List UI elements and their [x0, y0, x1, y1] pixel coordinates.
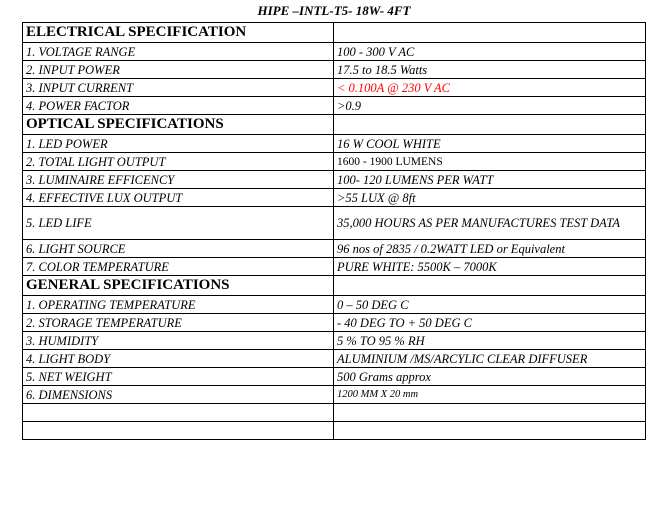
section-title: ELECTRICAL SPECIFICATION: [23, 23, 334, 43]
spec-label: 4. LIGHT BODY: [23, 350, 334, 368]
spec-label: 2. STORAGE TEMPERATURE: [23, 314, 334, 332]
spec-label: 6. LIGHT SOURCE: [23, 240, 334, 258]
spec-value: 100 - 300 V AC: [334, 43, 646, 61]
spec-label: 1. LED POWER: [23, 135, 334, 153]
spec-label: 6. DIMENSIONS: [23, 386, 334, 404]
table-row: [23, 153, 646, 171]
spec-value: 0 – 50 DEG C: [334, 296, 646, 314]
table-row: [23, 61, 646, 79]
spec-label: 1. VOLTAGE RANGE: [23, 43, 334, 61]
spec-label: 1. OPERATING TEMPERATURE: [23, 296, 334, 314]
spec-label: 4. EFFECTIVE LUX OUTPUT: [23, 189, 334, 207]
section-header-electrical: [23, 23, 646, 43]
spec-label: 7. COLOR TEMPERATURE: [23, 258, 334, 276]
spec-value: 100- 120 LUMENS PER WATT: [334, 171, 646, 189]
spec-label: 2. INPUT POWER: [23, 61, 334, 79]
table-row: [23, 314, 646, 332]
empty-row: [23, 404, 646, 422]
spec-value: 5 % TO 95 % RH: [334, 332, 646, 350]
spec-value: - 40 DEG TO + 50 DEG C: [334, 314, 646, 332]
table-row: [23, 79, 646, 97]
spec-value: >55 LUX @ 8ft: [334, 189, 646, 207]
table-row: [23, 258, 646, 276]
spec-label: 4. POWER FACTOR: [23, 97, 334, 115]
spec-label: 2. TOTAL LIGHT OUTPUT: [23, 153, 334, 171]
table-row: [23, 386, 646, 404]
spec-value: 1600 - 1900 LUMENS: [334, 153, 646, 171]
empty-cell: [334, 404, 646, 422]
empty-cell: [23, 422, 334, 440]
spec-value-highlighted: < 0.100A @ 230 V AC: [334, 79, 646, 97]
section-title: GENERAL SPECIFICATIONS: [23, 276, 334, 296]
document-title: HIPE –INTL-T5- 18W- 4FT: [257, 3, 411, 18]
empty-cell: [334, 276, 646, 296]
spec-value: 35,000 HOURS AS PER MANUFACTURES TEST DATA: [334, 207, 646, 240]
section-header-general: [23, 276, 646, 296]
empty-cell: [334, 23, 646, 43]
spec-value: 96 nos of 2835 / 0.2WATT LED or Equivalent: [334, 240, 646, 258]
table-row: [23, 171, 646, 189]
table-row: [23, 240, 646, 258]
spec-label: 3. LUMINAIRE EFFICENCY: [23, 171, 334, 189]
section-header-optical: [23, 115, 646, 135]
empty-row: [23, 422, 646, 440]
spec-value: ALUMINIUM /MS/ARCYLIC CLEAR DIFFUSER: [334, 350, 646, 368]
table-row: [23, 135, 646, 153]
spec-value: >0.9: [334, 97, 646, 115]
spec-value: 500 Grams approx: [334, 368, 646, 386]
empty-cell: [334, 422, 646, 440]
specification-table: [22, 22, 646, 440]
section-title: OPTICAL SPECIFICATIONS: [23, 115, 334, 135]
spec-value: PURE WHITE: 5500K – 7000K: [334, 258, 646, 276]
table-row: [23, 296, 646, 314]
spec-label: 5. NET WEIGHT: [23, 368, 334, 386]
empty-cell: [334, 115, 646, 135]
table-row: [23, 97, 646, 115]
spec-label: 5. LED LIFE: [23, 207, 334, 240]
table-row: [23, 207, 646, 240]
table-row: [23, 350, 646, 368]
spec-value: 16 W COOL WHITE: [334, 135, 646, 153]
empty-cell: [23, 404, 334, 422]
spec-label: 3. INPUT CURRENT: [23, 79, 334, 97]
table-row: [23, 368, 646, 386]
spec-value: 1200 MM X 20 mm: [334, 386, 646, 404]
table-row: [23, 43, 646, 61]
table-row: [23, 189, 646, 207]
spec-value: 17.5 to 18.5 Watts: [334, 61, 646, 79]
table-row: [23, 332, 646, 350]
spec-label: 3. HUMIDITY: [23, 332, 334, 350]
